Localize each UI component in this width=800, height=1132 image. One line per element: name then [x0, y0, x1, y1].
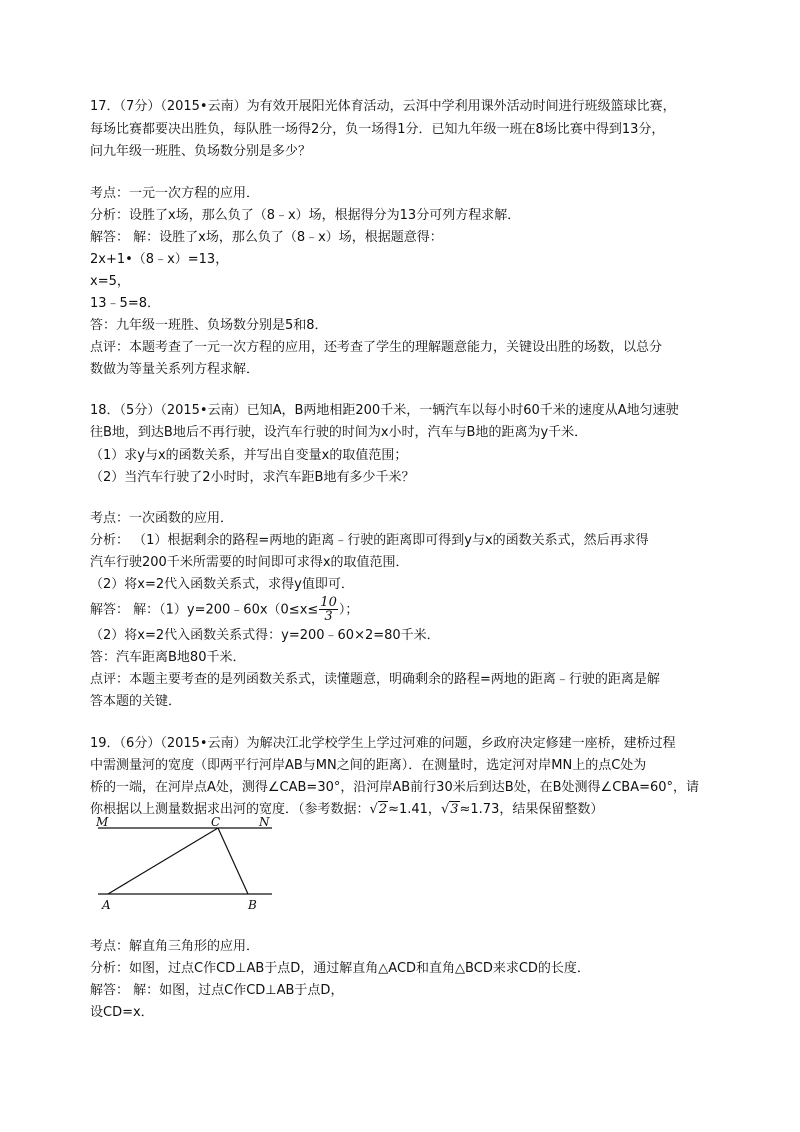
q18-jieda-line [90, 596, 730, 625]
fraction-10-over-3 [319, 596, 338, 624]
q19-stem-line-2: 中需测量河的宽度（即两平行河岸AB与MN之间的距离）．在测量时，选定河对岸MN上的点C处为 [90, 758, 647, 773]
q18-fenxi-line-3: （2）将x=2代入函数关系式，求得y值即可． [90, 577, 354, 592]
q17-dianping-line-1: 点评：本题考查了一元一次方程的应用，还考查了学生的理解题意能力，关键设出胜的场数，以总分 [90, 340, 663, 355]
q19-line4-prefix: 你根据以上测量数据求出河的宽度．（参考数据： [90, 802, 370, 817]
label-n: N [259, 815, 270, 829]
q18-fenxi-line-1: 分析： （1）根据剩余的路程=两地的距离﹣行驶的距离即可得到y与x的函数关系式，然后再求得 [90, 533, 649, 548]
segment-bc [218, 828, 248, 894]
q18-sub-question-2: （2）当汽车行驶了2小时时，求汽车距B地有多少千米？ [90, 470, 415, 485]
fraction-denominator: 3 [324, 609, 333, 624]
q18-dianping-line-1: 点评：本题主要考查的是列函数关系式，读懂题意，明确剩余的路程=两地的距离﹣行驶的距离是解 [90, 672, 660, 687]
q17-kaodian: 考点：一元一次方程的应用． [90, 186, 260, 201]
sqrt-3-value: ≈1.73，结果保留整数） [459, 802, 604, 817]
q17-equation-3: 13﹣5=8． [90, 296, 160, 311]
q18-stem-line-2: 往B地，到达B地后不再行驶，设汽车行驶的时间为x小时，汽车与B地的距离为y千米． [90, 425, 588, 440]
river-triangle-figure [90, 812, 290, 917]
q18-stem-line-1: 18．（5分）（2015•云南）已知A，B两地相距200千米，一辆汽车以每小时60千米的速度从A地匀速驶 [90, 403, 679, 418]
q17-stem-line-1: 17．（7分）（2015•云南）为有效开展阳光体育活动，云洱中学利用课外活动时间进行班级篮球比赛， [90, 99, 676, 114]
q18-dianping-line-2: 答本题的关键． [90, 694, 182, 709]
q19-stem-line-3: 桥的一端，在河岸点A处，测得∠CAB=30°，沿河岸AB前行30米后到达B处，在B处测得∠CBA=60°，请 [90, 780, 700, 795]
label-b: B [248, 898, 257, 912]
q18-kaodian: 考点：一次函数的应用． [90, 511, 234, 526]
q19-kaodian: 考点：解直角三角形的应用． [90, 939, 260, 954]
q18-jieda-suffix: ）； [338, 602, 359, 618]
fraction-numerator: 10 [320, 595, 337, 610]
q17-jieda: 解答： 解：设胜了x场，那么负了（8﹣x）场，根据题意得： [90, 230, 443, 245]
label-c: C [211, 815, 221, 829]
q18-jieda-prefix: 解答： 解：（1）y=200﹣60x（0≤x≤ [90, 602, 319, 618]
q17-stem-line-2: 每场比赛都要决出胜负，每队胜一场得2分，负一场得1分．已知九年级一班在8场比赛中得到13分， [90, 122, 665, 137]
q18-fenxi-line-2: 汽车行驶200千米所需要的时间即可求得x的取值范围． [90, 555, 409, 570]
q17-stem-line-3: 问九年级一班胜、负场数分别是多少？ [90, 144, 312, 159]
q19-last-line: 设CD=x． [90, 1005, 154, 1020]
q18-answer: 答：汽车距离B地80千米． [90, 650, 246, 665]
q19-stem-line-1: 19．（6分）（2015•云南）为解决江北学校学生上学过河难的问题，乡政府决定修建一座桥，建桥过程 [90, 736, 676, 751]
sqrt-2-radicand: 2 [378, 802, 388, 817]
sqrt-2-value: ≈1.41， [388, 802, 441, 817]
sqrt-3-radicand: 3 [450, 802, 459, 817]
q17-answer: 答：九年级一班胜、负场数分别是5和8． [90, 318, 328, 333]
label-a: A [102, 898, 111, 912]
q19-fenxi: 分析：如图，过点C作CD⊥AB于点D，通过解直角△ACD和直角△BCD来求CD的长度． [90, 961, 590, 976]
q17-equation-1: 2x+1•（8﹣x）=13， [90, 252, 229, 267]
q17-equation-2: x=5， [90, 274, 130, 289]
q18-jieda-line-2: （2）将x=2代入函数关系式得：y=200﹣60×2=80千米． [90, 628, 440, 643]
label-m: M [96, 815, 109, 829]
q18-sub-question-1: （1）求y与x的函数关系，并写出自变量x的取值范围； [90, 448, 408, 463]
segment-ac [108, 828, 218, 894]
q19-jieda: 解答： 解：如图，过点C作CD⊥AB于点D， [90, 983, 344, 998]
sqrt-3: √3 [440, 802, 459, 817]
q17-fenxi: 分析：设胜了x场，那么负了（8﹣x）场，根据得分为13分可列方程求解． [90, 208, 521, 223]
q17-dianping-line-2: 数做为等量关系列方程求解． [90, 362, 260, 377]
sqrt-2: √2 [369, 802, 388, 817]
